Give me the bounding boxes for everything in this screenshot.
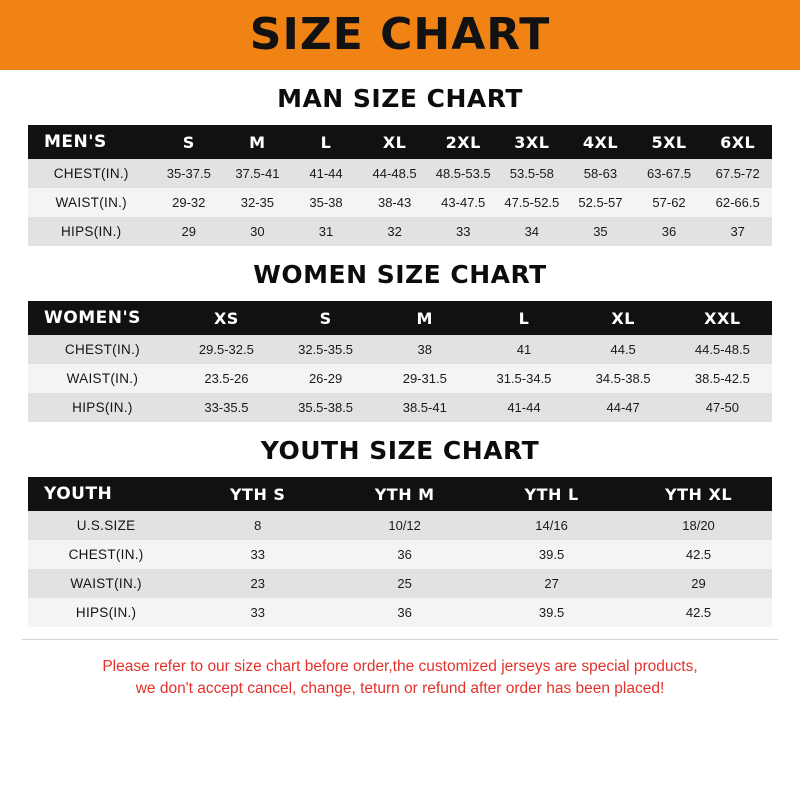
content-area	[0, 84, 800, 627]
cell: 41-44	[507, 400, 541, 415]
cell: 41	[516, 342, 532, 357]
cell: 32.5-35.5	[298, 342, 354, 357]
row-label: WAIST(IN.)	[66, 371, 139, 386]
women-header-xl: XL	[611, 308, 635, 328]
cell: 35-38	[309, 195, 343, 210]
cell: 33	[250, 605, 265, 620]
men-header-m: M	[249, 132, 266, 152]
men-table-header	[28, 125, 772, 159]
women-size-table	[28, 301, 772, 422]
table-row	[28, 598, 772, 627]
cell: 53.5-58	[509, 166, 554, 181]
cell: 44-47	[606, 400, 640, 415]
cell: 43-47.5	[441, 195, 486, 210]
cell: 29	[181, 224, 196, 239]
row-label: HIPS(IN.)	[75, 605, 137, 620]
cell: 52.5-57	[578, 195, 623, 210]
cell: 37.5-41	[235, 166, 280, 181]
cell: 29.5-32.5	[198, 342, 254, 357]
men-header-label: MEN'S	[44, 132, 107, 152]
men-header-6xl: 6XL	[720, 132, 756, 152]
cell: 33	[455, 224, 471, 239]
section-youth	[28, 436, 772, 627]
row-label: HIPS(IN.)	[61, 224, 122, 239]
cell: 38-43	[377, 195, 412, 210]
cell: 39.5	[538, 605, 565, 620]
women-header-xs: XS	[213, 308, 239, 328]
table-row	[28, 393, 772, 422]
youth-table-body	[28, 511, 772, 627]
row-label: WAIST(IN.)	[55, 195, 127, 210]
section-title-youth: YOUTH SIZE CHART	[260, 436, 540, 465]
cell: 38	[417, 342, 432, 357]
cell: 39.5	[538, 547, 565, 562]
row-label: CHEST(IN.)	[53, 166, 129, 181]
table-row	[28, 159, 772, 188]
table-header-row	[28, 125, 772, 159]
men-header-l: L	[320, 132, 332, 152]
cell: 10/12	[388, 518, 421, 533]
row-label: CHEST(IN.)	[68, 547, 144, 562]
cell: 23.5-26	[204, 371, 249, 386]
cell: 36	[397, 547, 412, 562]
youth-header-s: YTH S	[229, 484, 286, 504]
women-header-l: L	[518, 308, 530, 328]
cell: 25	[397, 576, 412, 591]
cell: 33-35.5	[204, 400, 249, 415]
row-label: U.S.SIZE	[76, 518, 136, 533]
cell: 36	[397, 605, 412, 620]
cell: 29-31.5	[402, 371, 447, 386]
men-header-2xl: 2XL	[445, 132, 481, 152]
cell: 18/20	[682, 518, 715, 533]
women-header-label: WOMEN'S	[44, 308, 141, 328]
men-header-xl: XL	[382, 132, 407, 152]
footer-note	[0, 656, 800, 701]
cell: 42.5	[685, 605, 712, 620]
footer-divider	[22, 639, 778, 640]
cell: 38.5-41	[402, 400, 447, 415]
table-row	[28, 569, 772, 598]
cell: 63-67.5	[646, 166, 692, 181]
cell: 44.5	[610, 342, 636, 357]
row-label: CHEST(IN.)	[64, 342, 140, 357]
cell: 48.5-53.5	[435, 166, 491, 181]
cell: 44.5-48.5	[694, 342, 750, 357]
cell: 32-35	[240, 195, 274, 210]
table-row	[28, 364, 772, 393]
cell: 35	[593, 224, 608, 239]
youth-header-l: YTH L	[524, 484, 579, 504]
cell: 29-32	[172, 195, 206, 210]
section-title-women: WOMEN SIZE CHART	[253, 260, 547, 289]
page-title: SIZE CHART	[249, 9, 551, 60]
table-row	[28, 217, 772, 246]
cell: 31	[318, 224, 334, 239]
men-size-table	[28, 125, 772, 246]
cell: 27	[544, 576, 559, 591]
row-label: WAIST(IN.)	[70, 576, 142, 591]
cell: 32	[387, 224, 402, 239]
women-header-m: M	[416, 308, 433, 328]
header-banner	[0, 0, 800, 70]
table-row	[28, 335, 772, 364]
cell: 41-44	[309, 166, 343, 181]
women-header-xxl: XXL	[704, 308, 741, 328]
cell: 57-62	[652, 195, 686, 210]
men-header-3xl: 3XL	[514, 132, 550, 152]
cell: 34	[524, 224, 540, 239]
youth-size-table	[28, 477, 772, 627]
women-table-body	[28, 335, 772, 422]
women-table-header	[28, 301, 772, 335]
youth-header-m: YTH M	[374, 484, 435, 504]
cell: 47.5-52.5	[504, 195, 560, 210]
section-title-men: MAN SIZE CHART	[277, 84, 523, 113]
cell: 38.5-42.5	[694, 371, 750, 386]
cell: 23	[250, 576, 265, 591]
table-row	[28, 540, 772, 569]
men-header-s: S	[182, 132, 195, 152]
cell: 14/16	[535, 518, 568, 533]
cell: 36	[661, 224, 677, 239]
section-men	[28, 84, 772, 246]
footer-note-line1: Please refer to our size chart before order,the customized jerseys are special products,	[102, 658, 698, 675]
table-row	[28, 188, 772, 217]
youth-header-label: YOUTH	[44, 484, 113, 504]
cell: 29	[691, 576, 706, 591]
cell: 44-48.5	[372, 166, 417, 181]
section-women	[28, 260, 772, 422]
cell: 35-37.5	[166, 166, 211, 181]
footer-note-line2: we don't accept cancel, change, teturn or refund after order has been placed!	[135, 680, 665, 698]
men-header-5xl: 5XL	[651, 132, 687, 152]
women-header-s: S	[319, 308, 332, 328]
cell: 34.5-38.5	[595, 371, 651, 386]
table-header-row	[28, 301, 772, 335]
cell: 67.5-72	[715, 166, 760, 181]
cell: 37	[730, 224, 745, 239]
youth-table-header	[28, 477, 772, 511]
youth-header-xl: YTH XL	[665, 484, 733, 504]
cell: 30	[250, 224, 265, 239]
cell: 33	[250, 547, 265, 562]
men-header-4xl: 4XL	[582, 132, 619, 152]
table-row	[28, 511, 772, 540]
men-table-body	[28, 159, 772, 246]
cell: 31.5-34.5	[496, 371, 552, 386]
row-label: HIPS(IN.)	[72, 400, 133, 415]
cell: 26-29	[308, 371, 343, 386]
cell: 42.5	[685, 547, 712, 562]
cell: 35.5-38.5	[298, 400, 354, 415]
cell: 8	[254, 518, 262, 533]
cell: 47-50	[705, 400, 739, 415]
cell: 62-66.5	[715, 195, 760, 210]
cell: 58-63	[583, 166, 618, 181]
table-header-row	[28, 477, 772, 511]
